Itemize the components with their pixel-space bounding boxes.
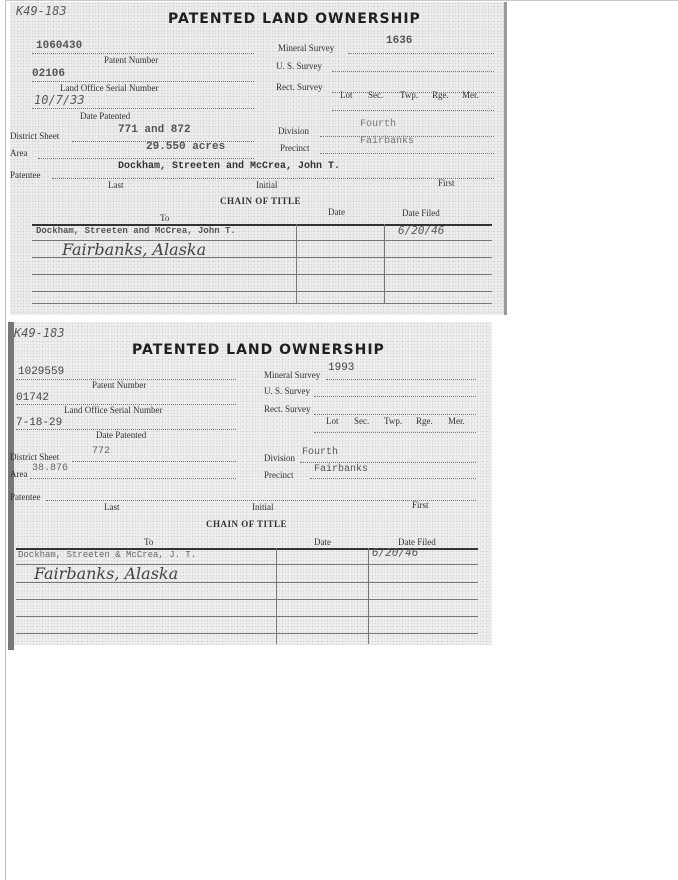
division-value: Fourth [360,119,397,130]
rect-col-rge: Rge. [432,90,449,100]
area-label: Area [10,148,28,158]
date-patented-value: 10/7/33 [34,93,85,107]
land-office-serial-value: 01742 [16,392,50,404]
area-label: Area [10,469,28,479]
chain-row1-to: Dockham, Streeten & McCrea, J. T. [18,550,197,560]
division-label: Division [264,453,296,463]
rect-col-mer: Mer. [462,90,479,100]
chain-row2-to: Fairbanks, Alaska [34,564,179,583]
rect-col-lot: Lot [340,90,353,100]
precinct-label: Precinct [264,470,294,480]
date-patented-label: Date Patented [80,111,131,121]
us-survey-label: U. S. Survey [276,61,323,71]
mineral-survey-value: 1636 [386,35,413,47]
chain-header-to: To [160,213,170,223]
district-sheet-value: 772 [92,446,111,457]
page-left-edge [5,0,6,880]
district-sheet-value: 771 and 872 [118,124,191,136]
rect-col-twp: Twp. [400,90,419,100]
page-top-edge [5,0,678,1]
name-col-last: Last [108,180,124,190]
card-title: PATENTED LAND OWNERSHIP [132,342,385,358]
patent-number-label: Patent Number [92,380,147,390]
precinct-label: Precinct [280,143,310,153]
mineral-survey-label: Mineral Survey [278,43,335,53]
ownership-card-1 [10,2,507,315]
precinct-value: Fairbanks [360,136,415,147]
file-code: K49-183 [16,4,67,18]
land-office-serial-label: Land Office Serial Number [60,83,159,93]
name-col-initial: Initial [256,180,278,190]
rect-col-rge: Rge. [416,416,433,426]
patent-number-label: Patent Number [104,55,159,65]
rect-col-mer: Mer. [448,416,465,426]
name-col-last: Last [104,502,120,512]
chain-header-date: Date [328,207,345,217]
rect-col-sec: Sec. [354,416,370,426]
division-label: Division [278,126,310,136]
chain-header-date-filed: Date Filed [402,208,440,218]
name-col-first: First [438,178,455,188]
name-col-initial: Initial [252,502,274,512]
rect-col-sec: Sec. [368,90,384,100]
rect-col-lot: Lot [326,416,339,426]
rect-survey-label: Rect. Survey [264,404,311,414]
date-patented-label: Date Patented [96,430,147,440]
mineral-survey-value: 1993 [328,362,355,374]
patent-number-value: 1029559 [18,366,65,378]
patentee-label: Patentee [10,170,41,180]
patentee-value: Dockham, Streeten and McCrea, John T. [118,161,341,172]
mineral-survey-label: Mineral Survey [264,370,321,380]
land-office-serial-label: Land Office Serial Number [64,405,163,415]
us-survey-label: U. S. Survey [264,386,311,396]
division-value: Fourth [302,447,339,458]
card-title: PATENTED LAND OWNERSHIP [168,11,421,27]
rect-survey-label: Rect. Survey [276,82,323,92]
chain-row1-date-filed: 6/20/46 [398,224,445,237]
chain-of-title-heading: CHAIN OF TITLE [206,519,288,529]
area-value: 38.876 [32,463,69,474]
chain-row1-to: Dockham, Streeten and McCrea, John T. [36,226,236,236]
district-sheet-label: District Sheet [10,131,60,141]
district-sheet-label: District Sheet [10,452,60,462]
chain-header-to: To [144,537,154,547]
patentee-label: Patentee [10,492,41,502]
precinct-value: Fairbanks [314,464,369,475]
chain-row2-to: Fairbanks, Alaska [62,240,207,259]
patent-number-value: 1060430 [36,40,83,52]
date-patented-value: 7-18-29 [16,417,63,429]
name-col-first: First [412,500,429,510]
land-office-serial-value: 02106 [32,68,66,80]
ownership-card-2 [10,322,492,645]
chain-row1-date-filed: 6/20/46 [372,546,419,559]
area-value: 29.550 acres [146,141,226,153]
file-code: K49-183 [14,326,65,340]
chain-of-title-heading: CHAIN OF TITLE [220,196,302,206]
chain-header-date: Date [314,537,331,547]
chain-header-date-filed: Date Filed [398,537,436,547]
rect-col-twp: Twp. [384,416,403,426]
